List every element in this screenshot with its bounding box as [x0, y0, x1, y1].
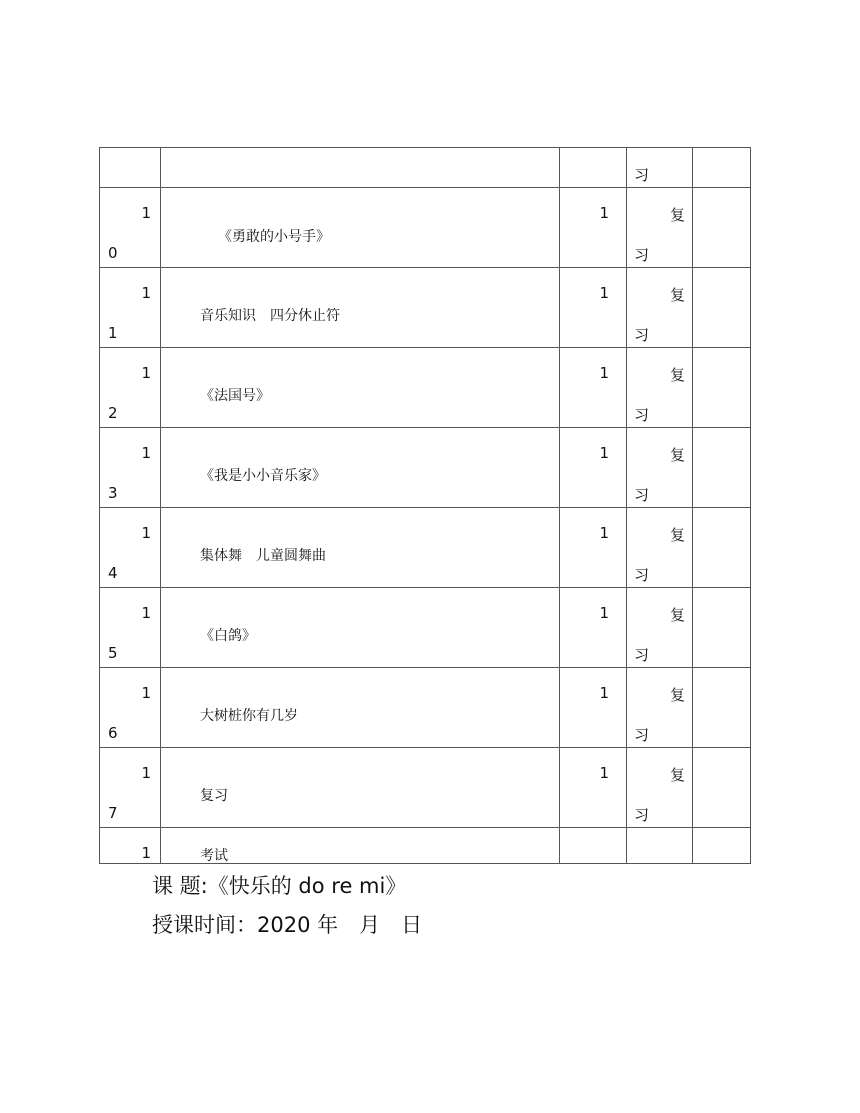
- hours-value: 1: [599, 684, 609, 702]
- type-text: 习: [634, 806, 650, 824]
- lesson-number-digit: 1: [141, 284, 151, 302]
- type-text: 习: [634, 326, 650, 344]
- type-cell: [627, 828, 693, 864]
- type-cell: [627, 348, 693, 428]
- lesson-content: 考试: [200, 848, 228, 864]
- lesson-content: 音乐知识 四分休止符: [200, 308, 340, 324]
- note-cell: [693, 268, 751, 348]
- lesson-content: 《勇敢的小号手》: [218, 229, 330, 245]
- hours-cell: [560, 668, 627, 748]
- lesson-number-cell: [100, 268, 161, 348]
- lesson-title: 课 题:《快乐的 do re mi》: [152, 874, 407, 898]
- content-cell: [161, 148, 560, 188]
- lesson-number-digit: 0: [108, 244, 118, 262]
- table-row: [100, 148, 751, 188]
- lesson-number-cell: [100, 668, 161, 748]
- note-cell: [693, 508, 751, 588]
- lesson-number-digit: 1: [141, 684, 151, 702]
- content-cell: [161, 668, 560, 748]
- type-text: 复: [669, 366, 685, 384]
- lesson-number-digit: 1: [141, 764, 151, 782]
- note-cell: [693, 748, 751, 828]
- content-cell: [161, 428, 560, 508]
- hours-value: 1: [599, 364, 609, 382]
- hours-cell: [560, 748, 627, 828]
- type-text: 习: [634, 726, 650, 744]
- type-cell: [627, 508, 693, 588]
- lesson-content: 集体舞 儿童圆舞曲: [200, 548, 326, 564]
- lesson-number-digit: 3: [108, 484, 118, 502]
- hours-cell: [560, 188, 627, 268]
- lesson-date: 授课时间：2020 年 月 日: [152, 913, 423, 937]
- lesson-number-digit: 2: [108, 404, 118, 422]
- hours-value: 1: [599, 604, 609, 622]
- type-cell: [627, 668, 693, 748]
- content-cell: [161, 508, 560, 588]
- table-row: [100, 588, 751, 668]
- lesson-number-cell: [100, 588, 161, 668]
- lesson-number-digit: 1: [141, 844, 151, 862]
- type-text: 复: [669, 686, 685, 704]
- type-cell: [627, 428, 693, 508]
- type-cell: [627, 148, 693, 188]
- lesson-content: 复习: [200, 788, 228, 804]
- table-row: [100, 348, 751, 428]
- type-text: 复: [669, 206, 685, 224]
- type-text: 习: [634, 486, 650, 504]
- note-cell: [693, 588, 751, 668]
- lesson-number-digit: 1: [108, 324, 118, 342]
- note-cell: [693, 668, 751, 748]
- type-cell: [627, 188, 693, 268]
- note-cell: [693, 188, 751, 268]
- lesson-number-cell: [100, 148, 161, 188]
- type-text: 习: [634, 166, 650, 184]
- type-text: 复: [669, 606, 685, 624]
- hours-value: 1: [599, 284, 609, 302]
- type-text: 习: [634, 246, 650, 264]
- lesson-number-cell: [100, 188, 161, 268]
- hours-cell: [560, 508, 627, 588]
- hours-value: 1: [599, 204, 609, 222]
- table-row: [100, 188, 751, 268]
- lesson-number-cell: [100, 428, 161, 508]
- lesson-number-digit: 1: [141, 524, 151, 542]
- lesson-number-digit: 1: [141, 444, 151, 462]
- note-cell: [693, 148, 751, 188]
- hours-cell: [560, 828, 627, 864]
- hours-value: 1: [599, 764, 609, 782]
- lesson-number-digit: 1: [141, 364, 151, 382]
- lesson-content: 大树桩你有几岁: [200, 708, 298, 724]
- note-cell: [693, 348, 751, 428]
- lesson-number-cell: [100, 748, 161, 828]
- hours-cell: [560, 588, 627, 668]
- type-text: 复: [669, 286, 685, 304]
- lesson-number-cell: [100, 348, 161, 428]
- table-row: [100, 428, 751, 508]
- hours-cell: [560, 348, 627, 428]
- table-row: [100, 668, 751, 748]
- type-cell: [627, 268, 693, 348]
- content-cell: [161, 188, 560, 268]
- table-row: [100, 268, 751, 348]
- type-text: 复: [669, 766, 685, 784]
- schedule-table: [99, 147, 751, 864]
- type-text: 习: [634, 406, 650, 424]
- lesson-number-cell: [100, 828, 161, 864]
- lesson-number-digit: 7: [108, 804, 118, 822]
- note-cell: [693, 428, 751, 508]
- lesson-number-digit: 4: [108, 564, 118, 582]
- lesson-content: 《我是小小音乐家》: [200, 468, 326, 484]
- lesson-number-cell: [100, 508, 161, 588]
- hours-value: 1: [599, 524, 609, 542]
- hours-value: 1: [599, 444, 609, 462]
- content-cell: [161, 268, 560, 348]
- table-row: [100, 828, 751, 864]
- type-cell: [627, 748, 693, 828]
- lesson-content: 《法国号》: [200, 388, 270, 404]
- content-cell: [161, 588, 560, 668]
- lesson-number-digit: 6: [108, 724, 118, 742]
- content-cell: [161, 828, 560, 864]
- table-row: [100, 508, 751, 588]
- content-cell: [161, 348, 560, 428]
- type-cell: [627, 588, 693, 668]
- type-text: 习: [634, 566, 650, 584]
- hours-cell: [560, 268, 627, 348]
- lesson-content: 《白鸽》: [200, 628, 256, 644]
- hours-cell: [560, 428, 627, 508]
- type-text: 习: [634, 646, 650, 664]
- note-cell: [693, 828, 751, 864]
- lesson-number-digit: 1: [141, 604, 151, 622]
- lesson-number-digit: 1: [141, 204, 151, 222]
- content-cell: [161, 748, 560, 828]
- type-text: 复: [669, 446, 685, 464]
- lesson-number-digit: 5: [108, 644, 118, 662]
- type-text: 复: [669, 526, 685, 544]
- table-row: [100, 748, 751, 828]
- hours-cell: [560, 148, 627, 188]
